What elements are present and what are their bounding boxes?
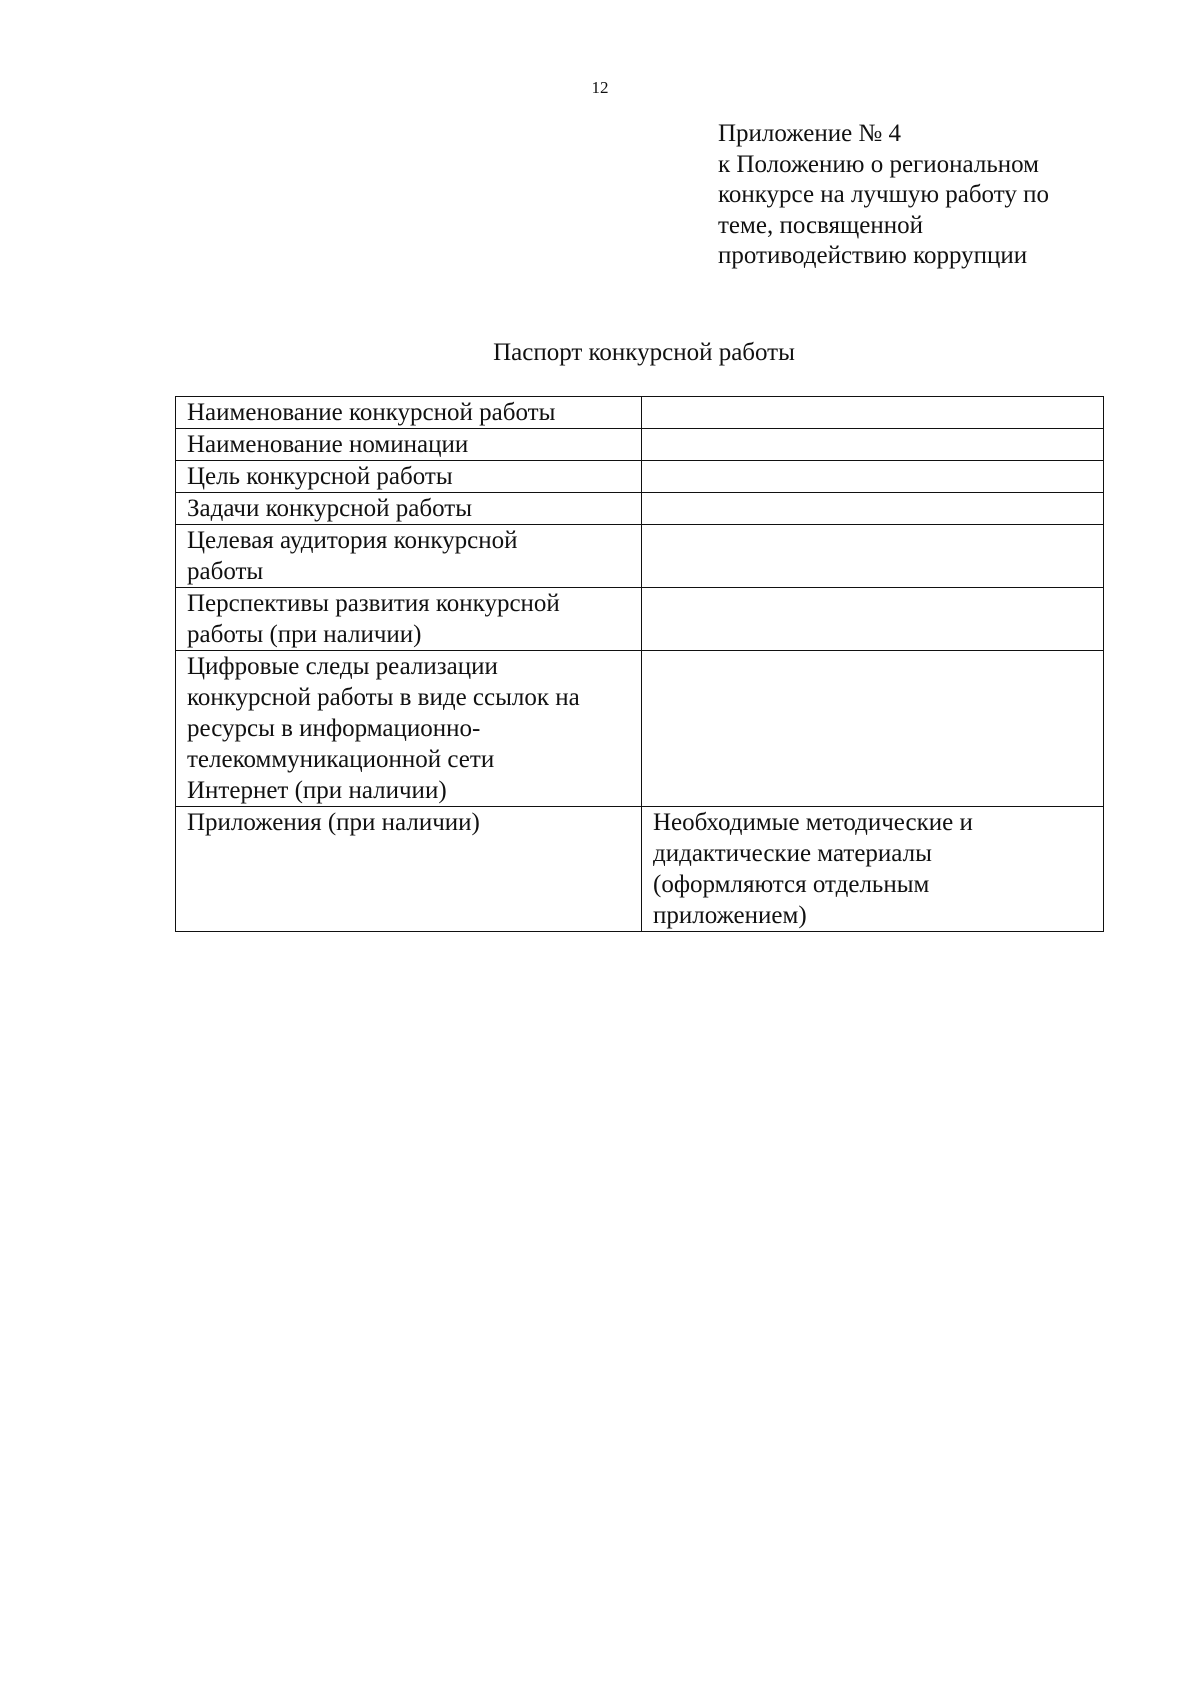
row-label: Перспективы развития конкурсной работы (при наличии)	[176, 588, 642, 651]
table-row	[176, 461, 1104, 493]
row-label: Приложения (при наличии)	[176, 807, 642, 932]
table-row	[176, 651, 1104, 807]
row-value	[642, 588, 1104, 651]
document-title: Паспорт конкурсной работы	[493, 339, 795, 366]
row-value: Необходимые методические и дидактические материалы (оформляются отдельным приложением)	[642, 807, 1104, 932]
row-label: Наименование номинации	[176, 429, 642, 461]
appendix-note	[718, 119, 1118, 272]
table-row	[176, 525, 1104, 588]
appendix-line: к Положению о региональном	[718, 150, 1039, 178]
row-label: Задачи конкурсной работы	[176, 493, 642, 525]
page-number: 12	[591, 78, 609, 97]
row-value	[642, 461, 1104, 493]
table-row	[176, 588, 1104, 651]
row-label: Цель конкурсной работы	[176, 461, 642, 493]
table-row	[176, 429, 1104, 461]
passport-table	[175, 396, 1104, 932]
row-value	[642, 397, 1104, 429]
appendix-line: конкурсе на лучшую работу по	[718, 181, 1049, 208]
appendix-line: противодействию коррупции	[718, 242, 1028, 269]
appendix-line: Приложение № 4	[718, 120, 902, 147]
row-label: Целевая аудитория конкурсной работы	[176, 525, 642, 588]
appendix-line: теме, посвященной	[718, 211, 923, 239]
row-value	[642, 651, 1104, 807]
row-value	[642, 525, 1104, 588]
table-row	[176, 397, 1104, 429]
table-row	[176, 807, 1104, 932]
row-value	[642, 429, 1104, 461]
row-label: Наименование конкурсной работы	[176, 397, 642, 429]
table-row	[176, 493, 1104, 525]
row-value	[642, 493, 1104, 525]
row-label: Цифровые следы реализации конкурсной работы в виде ссылок на ресурсы в информационно- телекоммуникационной сети Интернет (при наличии)	[176, 651, 642, 807]
